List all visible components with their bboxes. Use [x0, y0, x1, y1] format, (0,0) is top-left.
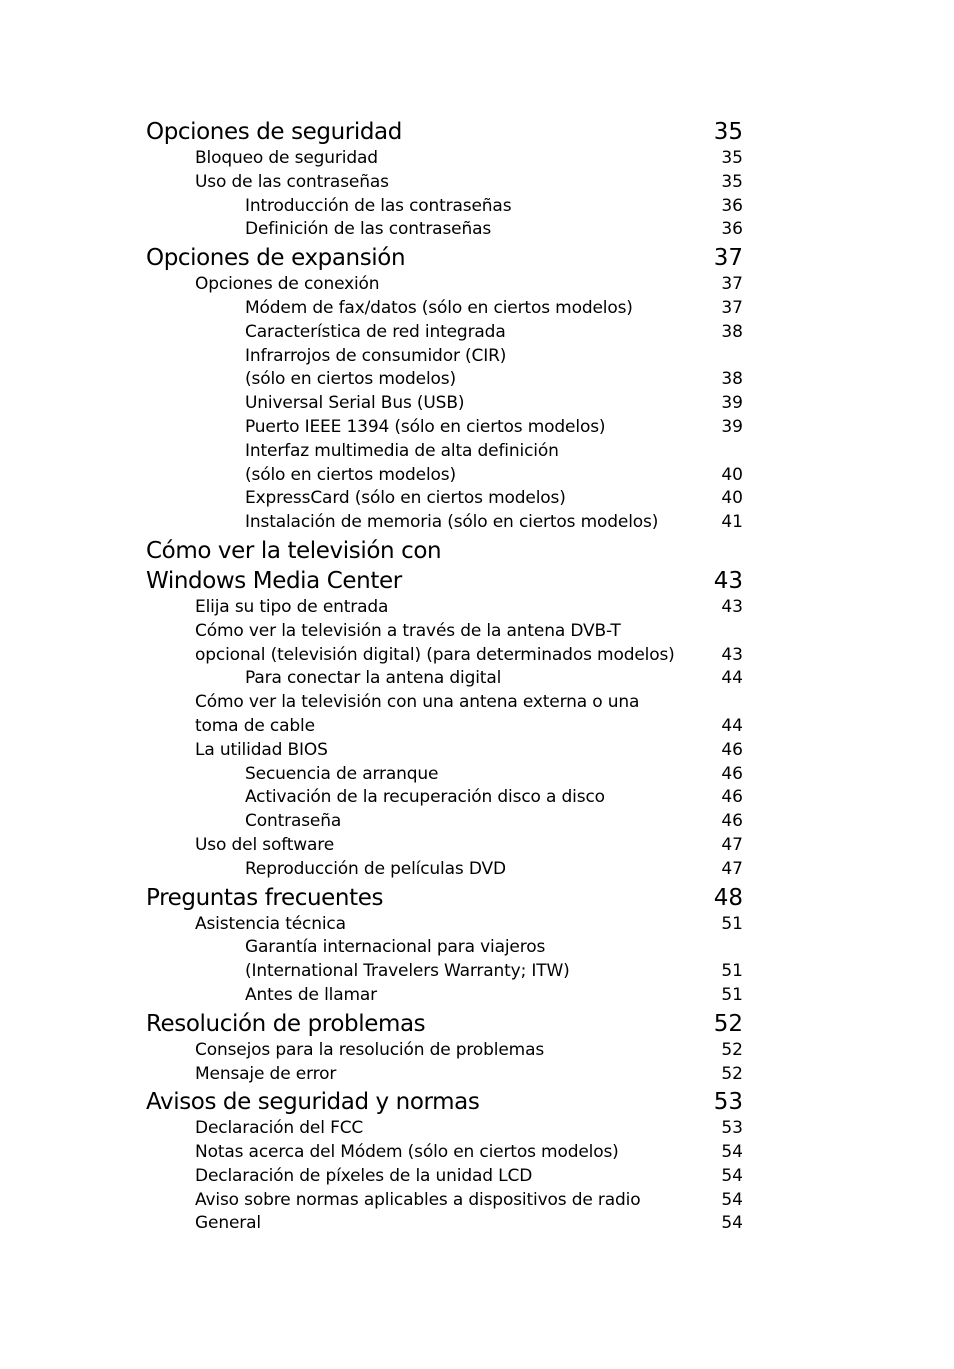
toc-subsection-entry[interactable]: [146, 440, 743, 488]
toc-entry-page-number: 51: [721, 984, 743, 1005]
toc-entry-page-number: 43: [721, 596, 743, 617]
toc-subsection-entry[interactable]: [146, 321, 743, 345]
toc-entry-title: Preguntas frecuentes: [146, 884, 384, 911]
toc-subsection-entry[interactable]: [146, 511, 743, 535]
toc-entry-title: Contraseña: [245, 811, 342, 832]
toc-entry-title: Avisos de seguridad y normas: [146, 1089, 480, 1116]
toc-entry-title: Activación de la recuperación disco a disco: [245, 787, 605, 808]
toc-subsection-entry[interactable]: [146, 297, 743, 321]
toc-subsection-entry[interactable]: [146, 786, 743, 810]
toc-section-entry[interactable]: [146, 1039, 743, 1063]
toc-section-entry[interactable]: [146, 171, 743, 195]
toc-entry-title: Antes de llamar: [245, 984, 378, 1005]
toc-section-entry[interactable]: [146, 1212, 743, 1236]
toc-subsection-entry[interactable]: [146, 487, 743, 511]
toc-entry-page-number: 36: [721, 195, 743, 216]
toc-entry-title: Infrarrojos de consumidor (CIR) (sólo en ciertos modelos): [245, 345, 507, 390]
toc-entry-title: Uso de las contraseñas: [195, 171, 389, 192]
toc-entry-page-number: 51: [721, 961, 743, 982]
toc-subsection-entry[interactable]: [146, 195, 743, 219]
table-of-contents: [146, 116, 743, 1236]
toc-entry-title: Consejos para la resolución de problemas: [195, 1039, 545, 1060]
toc-entry-title: Introducción de las contraseñas: [245, 195, 512, 216]
toc-chapter-entry[interactable]: [146, 883, 743, 913]
toc-entry-title: Elija su tipo de entrada: [195, 596, 389, 617]
toc-entry-title: Bloqueo de seguridad: [195, 148, 378, 168]
toc-entry-page-number: 54: [721, 1189, 743, 1210]
toc-subsection-entry[interactable]: [146, 858, 743, 882]
toc-subsection-entry[interactable]: [146, 936, 743, 984]
toc-chapter-entry[interactable]: [146, 117, 743, 147]
toc-entry-title: General: [195, 1213, 261, 1234]
toc-entry-title: Instalación de memoria (sólo en ciertos modelos): [245, 512, 659, 533]
toc-entry-page-number: 46: [721, 811, 743, 832]
toc-entry-page-number: 38: [721, 369, 743, 390]
toc-subsection-entry[interactable]: [146, 763, 743, 787]
toc-chapter-entry[interactable]: [146, 243, 743, 273]
toc-entry-page-number: 37: [713, 245, 743, 272]
toc-section-entry[interactable]: [146, 1165, 743, 1189]
toc-entry-title: Universal Serial Bus (USB): [245, 393, 465, 414]
toc-entry-page-number: 38: [721, 321, 743, 342]
toc-subsection-entry[interactable]: [146, 218, 743, 242]
toc-section-entry[interactable]: [146, 1141, 743, 1165]
toc-entry-page-number: 47: [721, 834, 743, 855]
toc-entry-title: Declaración de píxeles de la unidad LCD: [195, 1165, 533, 1186]
toc-entry-title: La utilidad BIOS: [195, 739, 328, 760]
toc-entry-title: Aviso sobre normas aplicables a dispositivos de radio: [195, 1189, 641, 1210]
toc-section-entry[interactable]: [146, 620, 743, 668]
toc-entry-title: Para conectar la antena digital: [245, 668, 502, 689]
toc-entry-page-number: 47: [721, 858, 743, 879]
toc-entry-title: Uso del software: [195, 834, 335, 855]
toc-entry-page-number: 46: [721, 763, 743, 784]
toc-subsection-entry[interactable]: [146, 392, 743, 416]
toc-chapter-entry[interactable]: [146, 1087, 743, 1117]
toc-chapter-entry[interactable]: [146, 536, 743, 596]
toc-entry-page-number: 54: [721, 1213, 743, 1234]
toc-entry-title: Opciones de conexión: [195, 274, 380, 295]
toc-entry-title: Secuencia de arranque: [245, 763, 439, 784]
toc-entry-page-number: 52: [721, 1063, 743, 1084]
toc-entry-title: Módem de fax/datos (sólo en ciertos modelos): [245, 297, 633, 318]
toc-chapter-entry[interactable]: [146, 1009, 743, 1039]
toc-entry-title: ExpressCard (sólo en ciertos modelos): [245, 488, 566, 509]
toc-entry-page-number: 52: [721, 1039, 743, 1060]
toc-entry-page-number: 35: [721, 171, 743, 192]
toc-entry-title: Definición de las contraseñas: [245, 219, 492, 240]
toc-entry-title: Cómo ver la televisión con una antena externa o una toma de cable: [195, 692, 640, 736]
toc-section-entry[interactable]: [146, 596, 743, 620]
toc-subsection-entry[interactable]: [146, 416, 743, 440]
toc-entry-page-number: 39: [721, 393, 743, 414]
toc-section-entry[interactable]: [146, 691, 743, 739]
toc-section-entry[interactable]: [146, 1117, 743, 1141]
toc-entry-title: Opciones de seguridad: [146, 119, 402, 145]
toc-entry-page-number: 54: [721, 1165, 743, 1186]
toc-entry-title: Garantía internacional para viajeros (International Travelers Warranty; ITW): [245, 937, 570, 982]
toc-subsection-entry[interactable]: [146, 810, 743, 834]
toc-section-entry[interactable]: [146, 1189, 743, 1213]
toc-section-entry[interactable]: [146, 273, 743, 297]
toc-entry-page-number: 40: [721, 488, 743, 509]
toc-entry-page-number: 51: [721, 913, 743, 934]
toc-entry-page-number: 44: [721, 715, 743, 736]
toc-entry-title: Notas acerca del Módem (sólo en ciertos modelos): [195, 1142, 619, 1163]
toc-entry-page-number: 37: [721, 274, 743, 295]
toc-subsection-entry[interactable]: [146, 667, 743, 691]
toc-entry-page-number: 54: [721, 1142, 743, 1163]
toc-entry-page-number: 46: [721, 739, 743, 760]
toc-section-entry[interactable]: [146, 1063, 743, 1087]
toc-entry-page-number: 35: [713, 119, 743, 145]
toc-entry-title: Asistencia técnica: [195, 913, 346, 934]
toc-entry-title: Cómo ver la televisión con Windows Media Center: [146, 537, 442, 594]
toc-entry-page-number: 52: [713, 1010, 743, 1037]
toc-entry-page-number: 46: [721, 787, 743, 808]
toc-subsection-entry[interactable]: [146, 345, 743, 393]
toc-entry-title: Reproducción de películas DVD: [245, 858, 506, 879]
toc-entry-title: Declaración del FCC: [195, 1118, 364, 1139]
toc-entry-title: Opciones de expansión: [146, 245, 406, 272]
toc-entry-page-number: 40: [721, 464, 743, 485]
toc-entry-title: Puerto IEEE 1394 (sólo en ciertos modelos): [245, 416, 606, 437]
toc-section-entry[interactable]: [146, 834, 743, 858]
toc-section-entry[interactable]: [146, 913, 743, 937]
toc-entry-title: Interfaz multimedia de alta definición (sólo en ciertos modelos): [245, 440, 559, 485]
toc-entry-page-number: 35: [721, 148, 743, 168]
toc-entry-page-number: 41: [721, 512, 743, 533]
toc-entry-page-number: 43: [721, 644, 743, 665]
toc-entry-page-number: 44: [721, 668, 743, 689]
toc-section-entry[interactable]: [146, 739, 743, 763]
toc-entry-page-number: 48: [713, 884, 743, 911]
toc-entry-page-number: 36: [721, 219, 743, 240]
toc-entry-page-number: 53: [721, 1118, 743, 1139]
toc-entry-page-number: 43: [713, 567, 743, 594]
toc-entry-title: Resolución de problemas: [146, 1010, 426, 1037]
toc-entry-page-number: 37: [721, 297, 743, 318]
toc-entry-page-number: 39: [721, 416, 743, 437]
toc-entry-title: Característica de red integrada: [245, 321, 506, 342]
toc-section-entry[interactable]: [146, 147, 743, 171]
toc-subsection-entry[interactable]: [146, 984, 743, 1008]
toc-entry-title: Cómo ver la televisión a través de la antena DVB-T opcional (televisión digital) (para determinados modelos): [195, 620, 675, 665]
toc-entry-page-number: 53: [713, 1089, 743, 1116]
toc-entry-title: Mensaje de error: [195, 1063, 337, 1084]
